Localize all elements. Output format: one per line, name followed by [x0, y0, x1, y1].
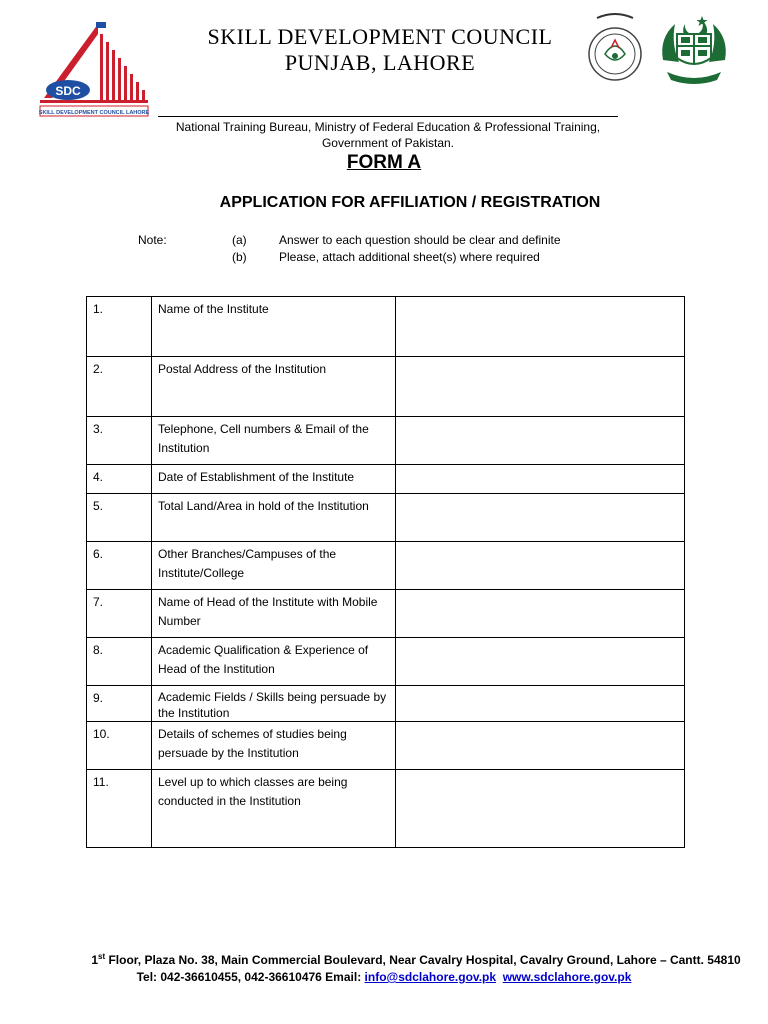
answer-cell[interactable]: [396, 722, 685, 770]
row-number: 6.: [93, 547, 104, 561]
note-text-a: Answer to each question should be clear and definite: [279, 233, 561, 247]
footer-contact: [0, 970, 768, 984]
header-divider: [158, 116, 618, 117]
note-letter-a: (a): [232, 233, 247, 247]
row-number: 8.: [93, 643, 104, 657]
field-label: Academic Fields / Skills being persuade by the Institution: [158, 690, 387, 720]
table-row: [87, 357, 685, 417]
form-title: FORM A: [346, 152, 422, 173]
footer-tel: Tel: 042-36610455, 042-36610476 Email:: [136, 970, 365, 984]
field-label: Other Branches/Campuses of the Institute/College: [158, 547, 337, 580]
field-label: Total Land/Area in hold of the Institution: [158, 499, 369, 513]
table-row: [87, 494, 685, 542]
council-title: SKILL DEVELOPMENT COUNCIL: [207, 24, 553, 49]
answer-cell[interactable]: [396, 494, 685, 542]
footer-website-link[interactable]: www.sdclahore.gov.pk: [502, 970, 632, 984]
table-row: [87, 722, 685, 770]
sdc-logo-caption: SKILL DEVELOPMENT COUNCIL LAHORE: [38, 110, 150, 116]
row-number: 4.: [93, 470, 104, 484]
row-number: 10.: [93, 727, 110, 741]
sdc-logo: [38, 18, 150, 128]
note-letter-b: (b): [232, 250, 247, 264]
row-number: 1.: [93, 302, 104, 316]
answer-cell[interactable]: [396, 417, 685, 465]
row-number: 9.: [93, 691, 104, 705]
bureau-line-2: Government of Pakistan.: [321, 136, 455, 150]
footer-email-link[interactable]: info@sdclahore.gov.pk: [364, 970, 497, 984]
field-label: Name of the Institute: [158, 302, 269, 316]
row-number: 7.: [93, 595, 104, 609]
footer-address: [32, 952, 768, 967]
sdc-logo-text: SDC: [55, 84, 81, 98]
field-label: Level up to which classes are being conducted in the Institution: [158, 775, 348, 808]
application-form-table: [86, 296, 685, 848]
field-label: Details of schemes of studies being persuade by the Institution: [158, 727, 347, 760]
table-row: [87, 542, 685, 590]
table-row: [87, 686, 685, 722]
council-subtitle: PUNJAB, LAHORE: [284, 50, 476, 75]
answer-cell[interactable]: [396, 357, 685, 417]
footer-floor-suffix: st: [98, 952, 106, 961]
note-label: Note:: [138, 233, 167, 247]
bureau-line-1: National Training Bureau, Ministry of Federal Education & Professional Training,: [175, 120, 601, 134]
field-label: Name of Head of the Institute with Mobile Number: [158, 595, 378, 628]
table-row: [87, 770, 685, 848]
ministry-seal-icon: [583, 10, 647, 86]
row-number: 2.: [93, 362, 104, 376]
table-row: [87, 417, 685, 465]
pakistan-emblem-icon: [655, 10, 733, 88]
answer-cell[interactable]: [396, 465, 685, 494]
field-label: Postal Address of the Institution: [158, 362, 327, 376]
field-label: Date of Establishment of the Institute: [158, 470, 355, 484]
application-title: APPLICATION FOR AFFILIATION / REGISTRATION: [219, 194, 601, 211]
table-row: [87, 465, 685, 494]
row-number: 3.: [93, 422, 104, 436]
footer-floor-number: 1: [91, 953, 98, 967]
row-number: 11.: [93, 775, 109, 789]
answer-cell[interactable]: [396, 590, 685, 638]
field-label: Academic Qualification & Experience of Head of the Institution: [158, 643, 369, 676]
answer-cell[interactable]: [396, 542, 685, 590]
answer-cell[interactable]: [396, 638, 685, 686]
answer-cell[interactable]: [396, 297, 685, 357]
table-row: [87, 297, 685, 357]
row-number: 5.: [93, 499, 104, 513]
table-row: [87, 590, 685, 638]
table-row: [87, 638, 685, 686]
answer-cell[interactable]: [396, 770, 685, 848]
note-text-b: Please, attach additional sheet(s) where required: [279, 250, 540, 264]
field-label: Telephone, Cell numbers & Email of the Institution: [158, 422, 369, 455]
footer-address-text: Floor, Plaza No. 38, Main Commercial Boulevard, Near Cavalry Hospital, Cavalry Ground, Lahore – Cantt. 54810: [105, 953, 741, 967]
answer-cell[interactable]: [396, 686, 685, 722]
